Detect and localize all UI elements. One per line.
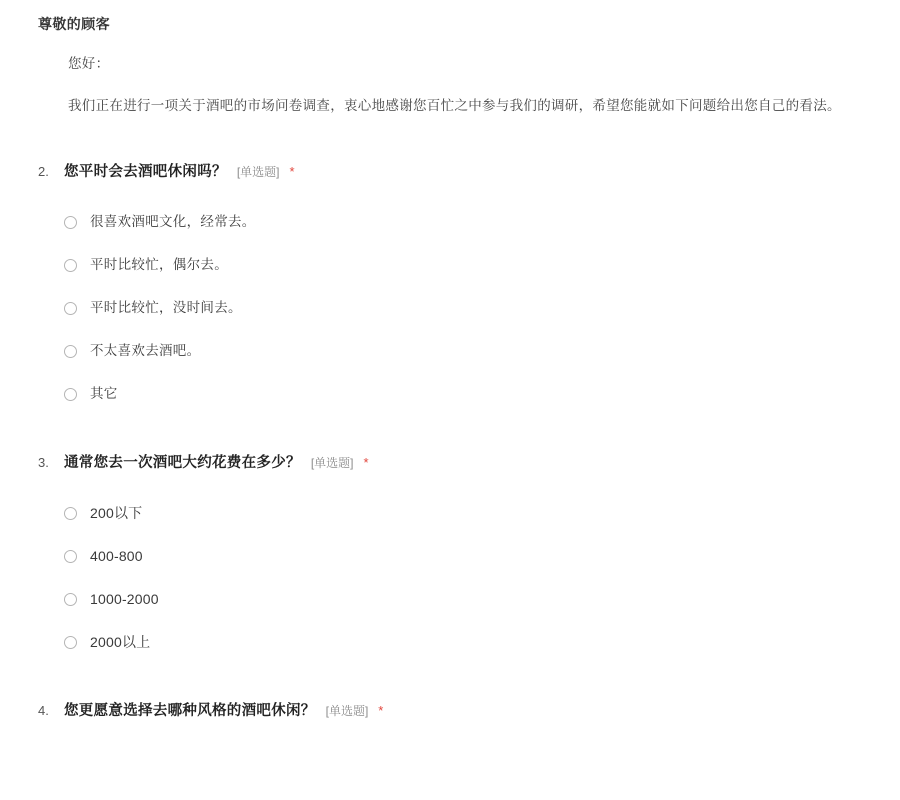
- option-item[interactable]: [64, 631, 860, 653]
- question-title-2: 您平时会去酒吧休闲吗？: [64, 164, 227, 180]
- option-label: 平时比较忙，没时间去。: [90, 300, 242, 315]
- option-item[interactable]: [64, 340, 860, 362]
- question-header-4: [38, 699, 860, 720]
- option-label: 其它: [90, 386, 118, 401]
- survey-intro: [0, 0, 900, 114]
- question-number-3: 3.: [38, 455, 49, 470]
- question-block-3: [0, 451, 900, 653]
- question-type-4: [单选题]: [325, 704, 369, 718]
- option-item[interactable]: [64, 545, 860, 567]
- intro-greeting: 您好：: [68, 56, 110, 71]
- option-item[interactable]: [64, 502, 860, 524]
- option-label: 平时比较忙，偶尔去。: [90, 257, 228, 272]
- question-header-2: [38, 160, 860, 181]
- option-item[interactable]: [64, 588, 860, 610]
- options-list-3: [64, 502, 860, 653]
- option-label: 400-800: [90, 548, 143, 564]
- option-label: 1000-2000: [90, 591, 159, 607]
- question-type-3: [单选题]: [310, 456, 354, 470]
- option-item[interactable]: [64, 211, 860, 233]
- question-title-4: 您更愿意选择去哪种风格的酒吧休闲？: [64, 703, 316, 719]
- question-block-4: [0, 699, 900, 720]
- intro-body: 我们正在进行一项关于酒吧的市场问卷调查，衷心地感谢您百忙之中参与我们的调研，希望您能就如下问题给出您自己的看法。: [68, 98, 841, 113]
- radio-icon[interactable]: [64, 636, 77, 649]
- option-item[interactable]: [64, 383, 860, 405]
- radio-icon[interactable]: [64, 345, 77, 358]
- question-block-2: [0, 160, 900, 405]
- intro-title: 尊敬的顾客: [38, 16, 110, 32]
- option-label: 2000以上: [90, 634, 151, 650]
- radio-icon[interactable]: [64, 259, 77, 272]
- radio-icon[interactable]: [64, 593, 77, 606]
- radio-icon[interactable]: [64, 302, 77, 315]
- question-header-3: [38, 451, 860, 472]
- option-label: 不太喜欢去酒吧。: [90, 343, 201, 358]
- question-type-2: [单选题]: [236, 165, 280, 179]
- radio-icon[interactable]: [64, 388, 77, 401]
- question-required-4: *: [378, 703, 384, 718]
- option-label: 很喜欢酒吧文化，经常去。: [90, 214, 256, 229]
- question-required-2: *: [289, 164, 295, 179]
- option-item[interactable]: [64, 297, 860, 319]
- question-title-3: 通常您去一次酒吧大约花费在多少？: [64, 455, 301, 471]
- radio-icon[interactable]: [64, 507, 77, 520]
- question-number-4: 4.: [38, 703, 49, 718]
- radio-icon[interactable]: [64, 550, 77, 563]
- options-list-2: [64, 211, 860, 405]
- radio-icon[interactable]: [64, 216, 77, 229]
- option-item[interactable]: [64, 254, 860, 276]
- question-required-3: *: [363, 455, 369, 470]
- question-number-2: 2.: [38, 164, 49, 179]
- option-label: 200以下: [90, 505, 143, 521]
